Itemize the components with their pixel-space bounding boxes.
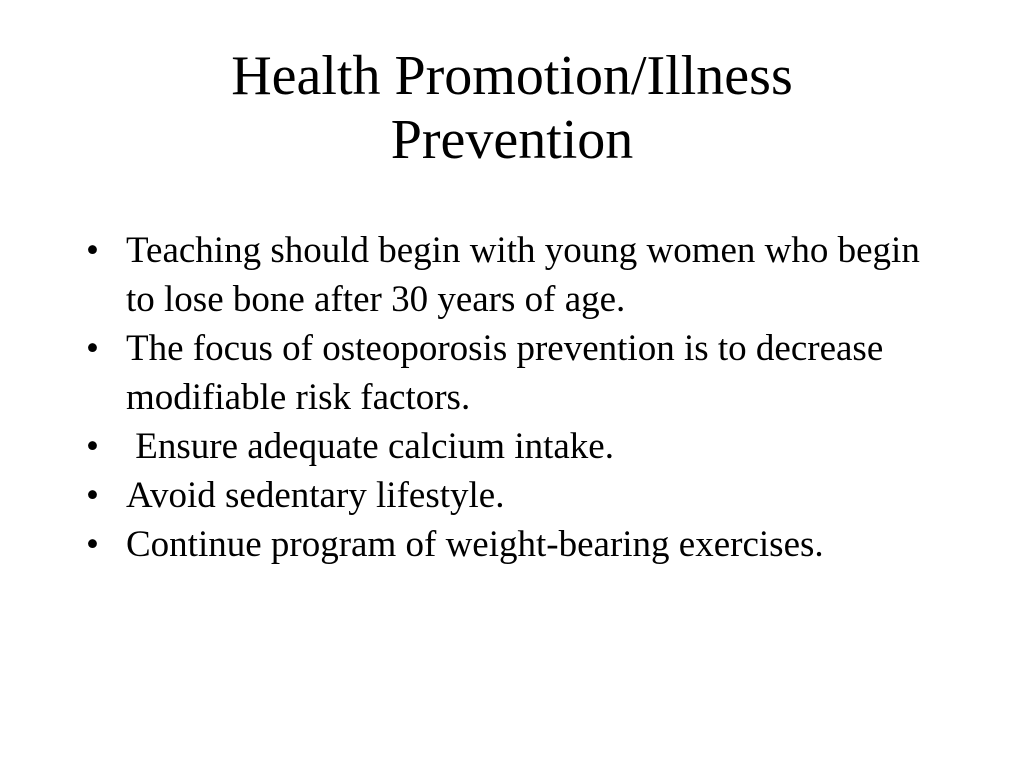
- bullet-icon: •: [86, 230, 99, 271]
- slide-title: [0, 44, 1024, 172]
- bullet-text: Avoid sedentary lifestyle.: [126, 475, 505, 516]
- bullet-item: [86, 324, 946, 422]
- bullet-item: [86, 226, 946, 324]
- bullet-text: Continue program of weight-bearing exercises.: [126, 524, 824, 565]
- bullet-icon: •: [86, 328, 99, 369]
- bullet-list: [86, 226, 946, 569]
- bullet-item: [86, 520, 946, 569]
- bullet-icon: •: [86, 524, 99, 565]
- bullet-text: The focus of osteoporosis prevention is to decrease modifiable risk factors.: [126, 328, 893, 418]
- bullet-text: Ensure adequate calcium intake.: [126, 426, 614, 467]
- bullet-item: [86, 422, 946, 471]
- slide-title-line-1: Health Promotion/Illness: [231, 45, 793, 107]
- bullet-text: Teaching should begin with young women who begin to lose bone after 30 years of age.: [126, 230, 930, 320]
- bullet-icon: •: [86, 426, 99, 467]
- bullet-item: [86, 471, 946, 520]
- slide-title-line-2: Prevention: [390, 109, 634, 171]
- bullet-icon: •: [86, 475, 99, 516]
